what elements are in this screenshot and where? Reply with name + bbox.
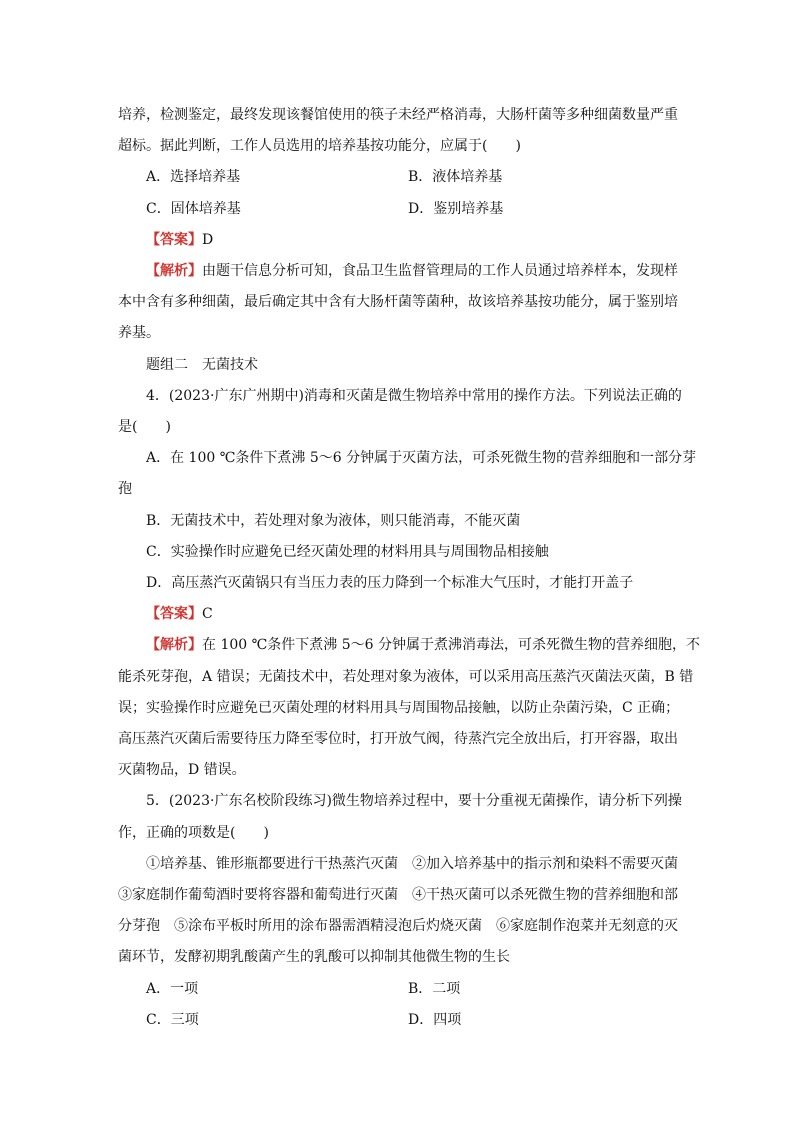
q3-analysis-line-2: 本中含有多种细菌，最后确定其中含有大肠杆菌等菌种，故该培养基按功能分，属于鉴别培: [118, 294, 678, 311]
q4-analysis-line-1: [118, 630, 728, 661]
q5-option-b: B．二项: [408, 980, 461, 997]
answer-tag: 【答案】: [146, 606, 202, 623]
q3-answer: [118, 225, 728, 256]
answer-tag: 【答案】: [146, 231, 202, 248]
q4-stem-line-2: 是( ): [118, 419, 171, 436]
analysis-text: 在 100 ℃条件下煮沸 5～6 分钟属于煮沸消毒法，可杀死微生物的营养细胞，不: [202, 637, 700, 654]
q3-option-c: C．固体培养基: [146, 200, 241, 217]
analysis-tag: 【解析】: [146, 263, 202, 280]
q3-stem-line-1: 培养，检测鉴定，最终发现该餐馆使用的筷子未经严格消毒，大肠杆菌等多种细菌数量严重: [118, 107, 678, 123]
q4-analysis-line-3: 误；实验操作时应避免已灭菌处理的材料用具与周围物品接触，以防止杂菌污染，C 正确；: [118, 699, 680, 716]
q3-option-d: D．鉴别培养基: [408, 200, 504, 217]
q5-option-a: A．一项: [146, 980, 199, 997]
q3-option-b: B．液体培养基: [408, 169, 503, 186]
answer-value: D: [202, 231, 214, 248]
q4-option-a-line-2: 孢: [118, 481, 132, 498]
q5-items-line-4: 菌环节，发酵初期乳酸菌产生的乳酸可以抑制其他微生物的生长: [118, 949, 510, 966]
q3-analysis-line-3: 养基。: [118, 325, 160, 342]
q3-analysis-line-1: [118, 256, 728, 287]
analysis-text: 由题干信息分析可知，食品卫生监督管理局的工作人员通过培养样本，发现样: [202, 263, 678, 280]
q5-items-line-3: 分芽孢 ⑤涂布平板时所用的涂布器需酒精浸泡后灼烧灭菌 ⑥家庭制作泡菜并无刻意的灭: [118, 918, 678, 935]
q5-option-d: D．四项: [408, 1011, 462, 1028]
group-heading: 题组二 无菌技术: [146, 356, 258, 373]
q5-stem-line-2: 作，正确的项数是( ): [118, 824, 269, 841]
q4-option-c: C．实验操作时应避免已经灭菌处理的材料用具与周围物品相接触: [146, 543, 549, 560]
q3-options-row-1: [146, 162, 728, 193]
q3-option-a: A．选择培养基: [146, 169, 241, 186]
answer-value: C: [202, 606, 213, 623]
q4-analysis-line-5: 灭菌物品，D 错误。: [118, 762, 246, 779]
q4-answer: [118, 599, 728, 630]
q3-options-row-2: [146, 194, 728, 225]
q4-stem-line-1: 4．(2023·广东广州期中)消毒和灭菌是微生物培养中常用的操作方法。下列说法正确的: [146, 387, 682, 404]
analysis-tag: 【解析】: [146, 637, 202, 654]
q4-option-a-line-1: A．在 100 ℃条件下煮沸 5～6 分钟属于灭菌方法，可杀死微生物的营养细胞和一部分芽: [146, 450, 697, 467]
q5-options-row-2: [146, 1005, 728, 1036]
q5-option-c: C．三项: [146, 1011, 199, 1028]
q5-options-row-1: [146, 974, 728, 1005]
q5-items-line-1: ①培养基、锥形瓶都要进行干热蒸汽灭菌 ②加入培养基中的指示剂和染料不需要灭菌: [146, 855, 678, 872]
q4-option-b: B．无菌技术中，若处理对象为液体，则只能消毒，不能灭菌: [146, 512, 521, 529]
q5-items-line-2: ③家庭制作葡萄酒时要将容器和葡萄进行灭菌 ④干热灭菌可以杀死微生物的营养细胞和部: [118, 887, 678, 904]
q4-analysis-line-2: 能杀死芽孢，A 错误；无菌技术中，若处理对象为液体，可以采用高压蒸汽灭菌法灭菌，B 错: [118, 668, 694, 685]
q4-option-d: D．高压蒸汽灭菌锅只有当压力表的压力降到一个标准大气压时，才能打开盖子: [146, 575, 634, 592]
q5-stem-line-1: 5．(2023·广东名校阶段练习)微生物培养过程中，要十分重视无菌操作，请分析下列操: [146, 793, 682, 810]
q3-stem-line-2: 超标。据此判断，工作人员选用的培养基按功能分，应属于( ): [118, 138, 521, 155]
q4-analysis-line-4: 高压蒸汽灭菌后需要待压力降至零位时，打开放气阀，待蒸汽完全放出后，打开容器，取出: [118, 731, 678, 748]
